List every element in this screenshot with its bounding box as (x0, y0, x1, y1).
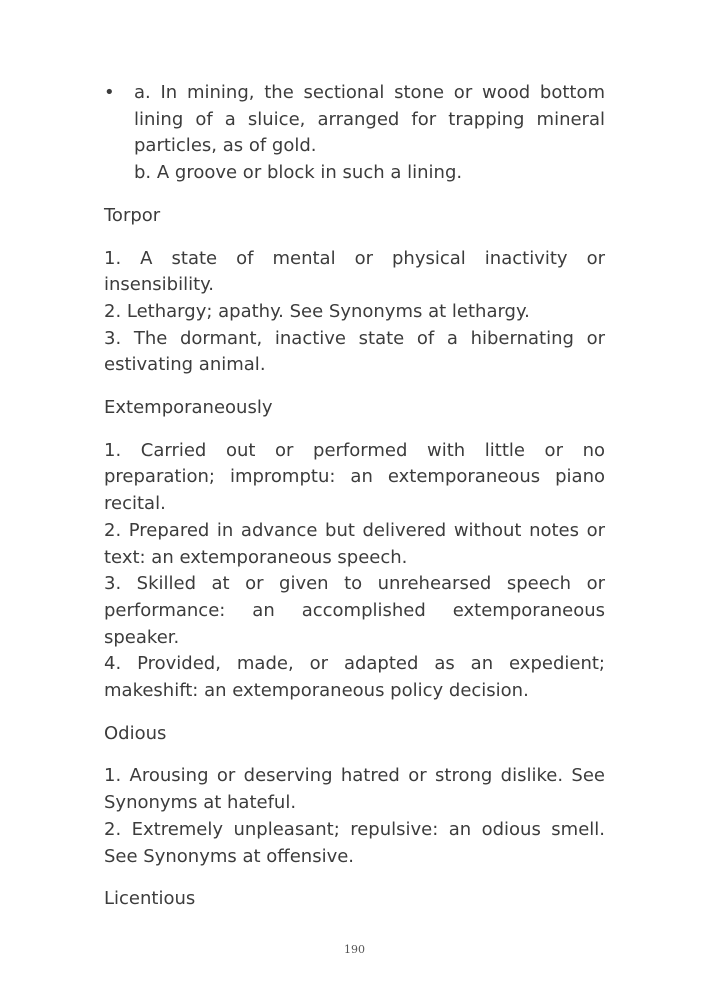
bullet-entry (104, 80, 605, 187)
definition-item: 3. Skilled at or given to unrehearsed speech or performance: an accomplished extemporaneous speaker. (104, 573, 605, 648)
definition-item: 1. Carried out or performed with little or no preparation; impromptu: an extemporaneous piano recital. (104, 439, 605, 515)
entry-term: Extemporaneously (104, 397, 273, 419)
bullet-marker: • (104, 82, 115, 103)
definition-list (104, 246, 605, 380)
page-number: 190 (344, 943, 365, 956)
definition-item: 1. A state of mental or physical inactivity or insensibility. (104, 247, 605, 296)
bullet-definition-b: b. A groove or block in such a lining. (134, 162, 463, 184)
definition-item: 2. Lethargy; apathy. See Synonyms at lethargy. (104, 300, 530, 322)
definition-item: 4. Provided, made, or adapted as an expedient; makeshift: an extemporaneous policy decision. (104, 653, 605, 702)
definition-list (104, 438, 605, 705)
entry-licentious (104, 886, 605, 913)
entry-extemporaneously (104, 395, 605, 705)
entry-term: Odious (104, 722, 167, 744)
document-body (104, 80, 605, 913)
definition-list (104, 763, 605, 870)
entry-term: Licentious (104, 888, 196, 910)
entry-torpor (104, 203, 605, 379)
definition-item: 2. Prepared in advance but delivered without notes or text: an extemporaneous speech. (104, 519, 605, 568)
definition-item: 2. Extremely unpleasant; repulsive: an odious smell. See Synonyms at offensive. (104, 818, 605, 867)
definition-item: 1. Arousing or deserving hatred or strong dislike. See Synonyms at hateful. (104, 765, 605, 814)
bullet-definition-a: a. In mining, the sectional stone or wood bottom lining of a sluice, arranged for trapping mineral particles, as of gold. (134, 82, 605, 157)
entry-odious (104, 721, 605, 871)
entry-term: Torpor (104, 204, 161, 226)
definition-item: 3. The dormant, inactive state of a hibernating or estivating animal. (104, 327, 605, 376)
